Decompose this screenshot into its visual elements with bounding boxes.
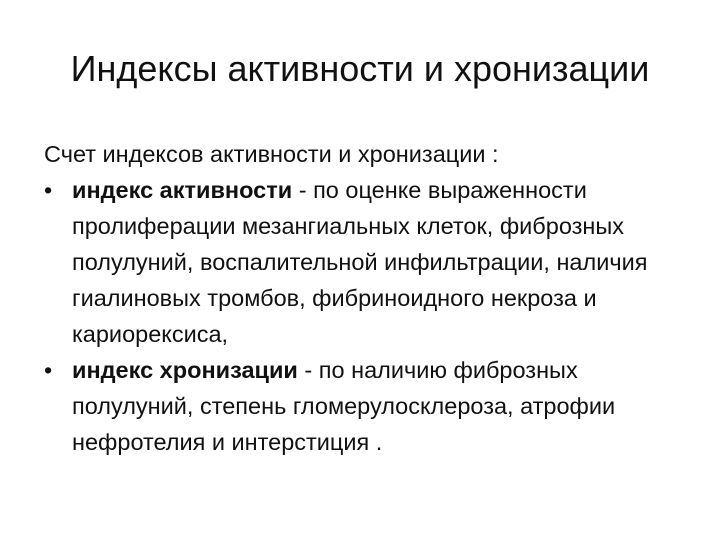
slide-body [44, 136, 684, 460]
bullet-chronicity-index [44, 352, 684, 460]
term-chronicity-index: индекс хронизации [72, 357, 298, 383]
bullet-list [44, 172, 684, 460]
bullet-icon: • [44, 177, 53, 203]
term-activity-index: индекс активности [72, 177, 293, 203]
bullet-activity-index [44, 172, 684, 352]
bullet-icon: • [44, 357, 53, 383]
chronicity-index-description: - по наличию фиброзных полулуний, степень гломерулосклероза, атрофии нефротелия и интерстиция . [72, 357, 616, 455]
activity-index-description: - по оценке выраженности пролиферации мезангиальных клеток, фиброзных полулуний, воспалительной инфильтрации, наличия гиалиновых тромбов, фибриноидного некроза и кариорексиса, [72, 177, 648, 347]
intro-text: Счет индексов активности и хронизации : [44, 141, 499, 167]
slide-title: Индексы активности и хронизации [70, 48, 650, 89]
